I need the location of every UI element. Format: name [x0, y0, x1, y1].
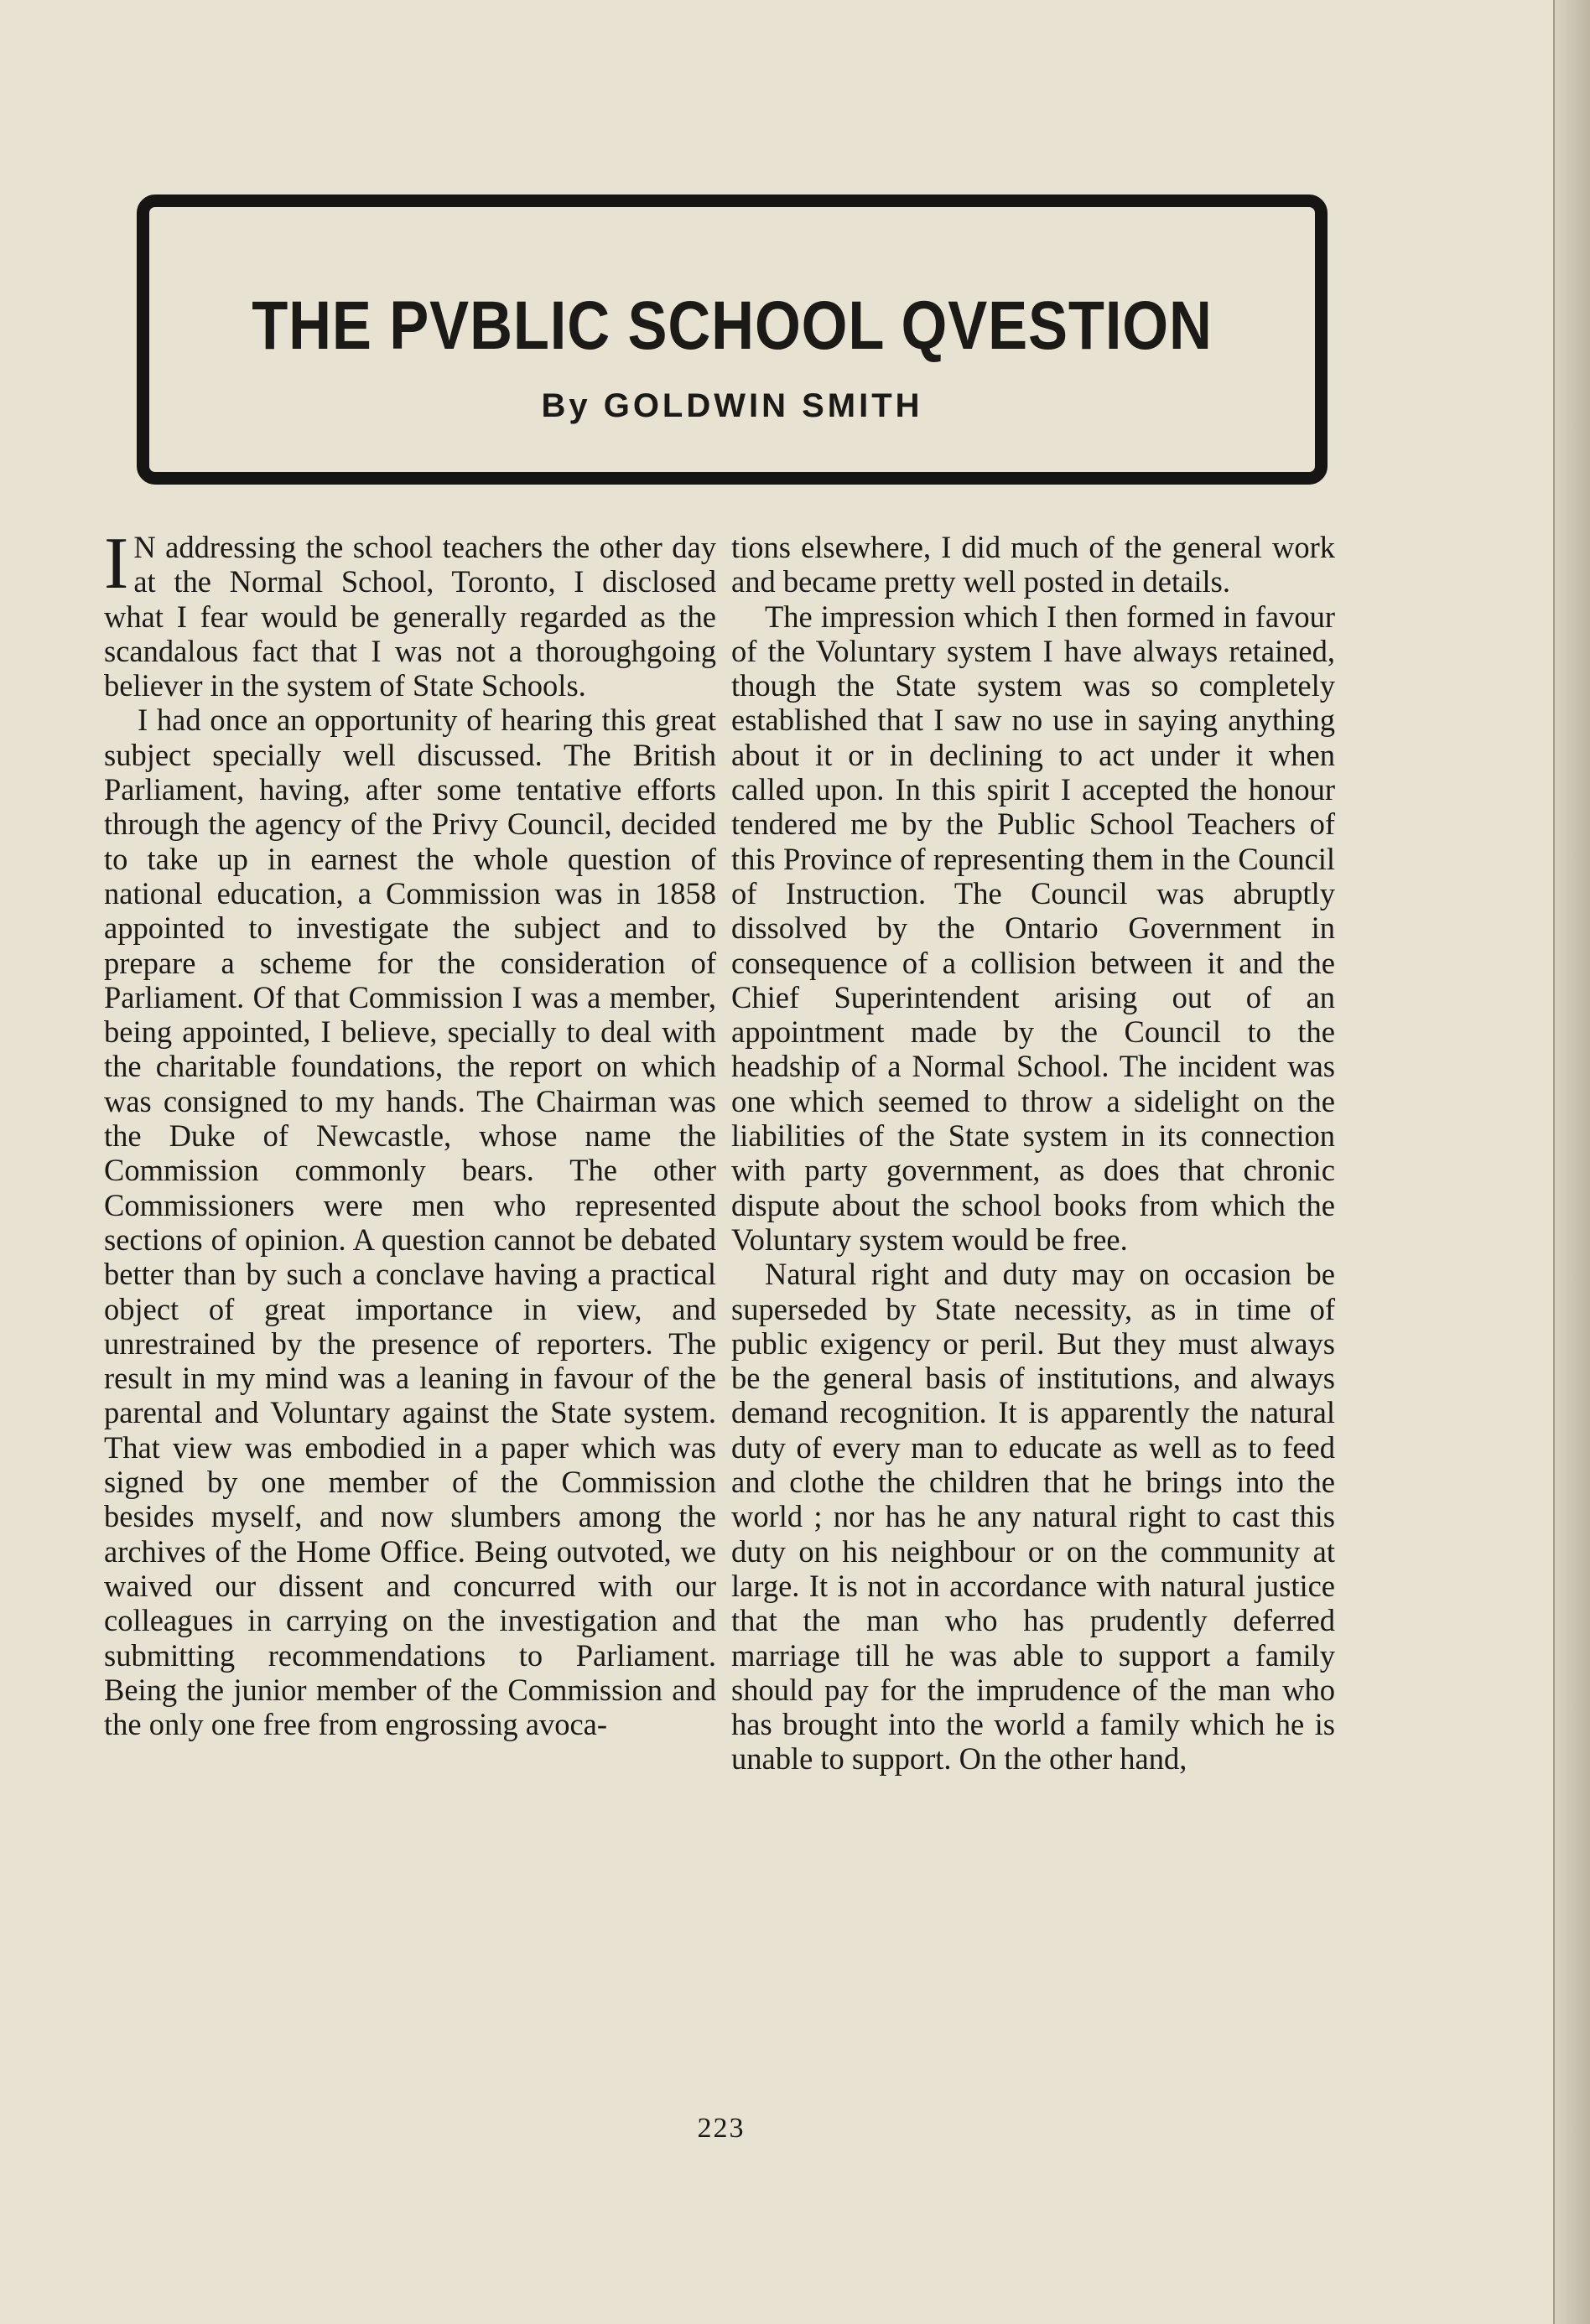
- page-edge: [1553, 0, 1590, 2324]
- paragraph-1: [104, 523, 716, 703]
- left-column: [104, 523, 716, 1742]
- right-column: [731, 530, 1335, 1777]
- article-byline: By GOLDWIN SMITH: [541, 387, 923, 424]
- drop-cap: I: [104, 523, 129, 604]
- paragraph-1-text: N addressing the school teachers the other day at the Normal School, Toronto, I disclosed what I fear would be generally regarded as the scandalous fact that I was not a thoroughgoing believer in the system of State Schools.: [104, 530, 716, 703]
- title-box: [137, 195, 1328, 485]
- article-title: THE PVBLIC SCHOOL QVESTION: [252, 288, 1213, 364]
- paragraph-3: The impression which I then formed in favour of the Voluntary system I have always retained, though the State system was so completely established that I saw no use in saying anything about it or in declining to act under it when called upon. In this spirit I accepted the honour tendered me by the Public School Teachers of this Province of representing them in the Council of Instruction. The Council was abruptly dissolved by the Ontario Government in consequence of a collision between it and the Chief Superintendent arising out of an appointment made by the Council to the headship of a Normal School. The incident was one which seemed to throw a sidelight on the liabilities of the State system in its connection with party government, as does that chronic dispute about the school books from which the Voluntary system would be free.: [731, 599, 1335, 1257]
- page-number: 223: [697, 2113, 746, 2144]
- paragraph-2: I had once an opportunity of hearing this great subject specially well discussed. The British Parliament, having, after some tentative efforts through the agency of the Privy Council, decided to take up in earnest the whole question of national education, a Commission was in 1858 appointed to investigate the subject and to prepare a scheme for the consideration of Parliament. Of that Commission I was a member, being appointed, I believe, specially to deal with the charitable foundations, the report on which was consigned to my hands. The Chairman was the Duke of Newcastle, whose name the Commission commonly bears. The other Commissioners were men who represented sections of opinion. A question cannot be debated better than by such a conclave having a practical object of great importance in view, and unrestrained by the presence of reporters. The result in my mind was a leaning in favour of the parental and Voluntary against the State system. That view was embodied in a paper which was signed by one member of the Commission besides myself, and now slumbers among the archives of the Home Office. Being outvoted, we waived our dissent and concurred with our colleagues in carrying on the investigation and submitting recommendations to Parliament. Being the junior member of the Commission and the only one free from engrossing avoca-: [104, 703, 716, 1742]
- paragraph-continuation: tions elsewhere, I did much of the general work and became pretty well posted in details.: [731, 530, 1335, 599]
- paragraph-4: Natural right and duty may on occasion be superseded by State necessity, as in time of public exigency or peril. But they must always be the general basis of institutions, and always demand recognition. It is apparently the natural duty of every man to educate as well as to feed and clothe the children that he brings into the world ; nor has he any natural right to cast this duty on his neighbour or on the community at large. It is not in accordance with natural justice that the man who has prudently deferred marriage till he was able to support a family should pay for the imprudence of the man who has brought into the world a family which he is unable to support. On the other hand,: [731, 1257, 1335, 1777]
